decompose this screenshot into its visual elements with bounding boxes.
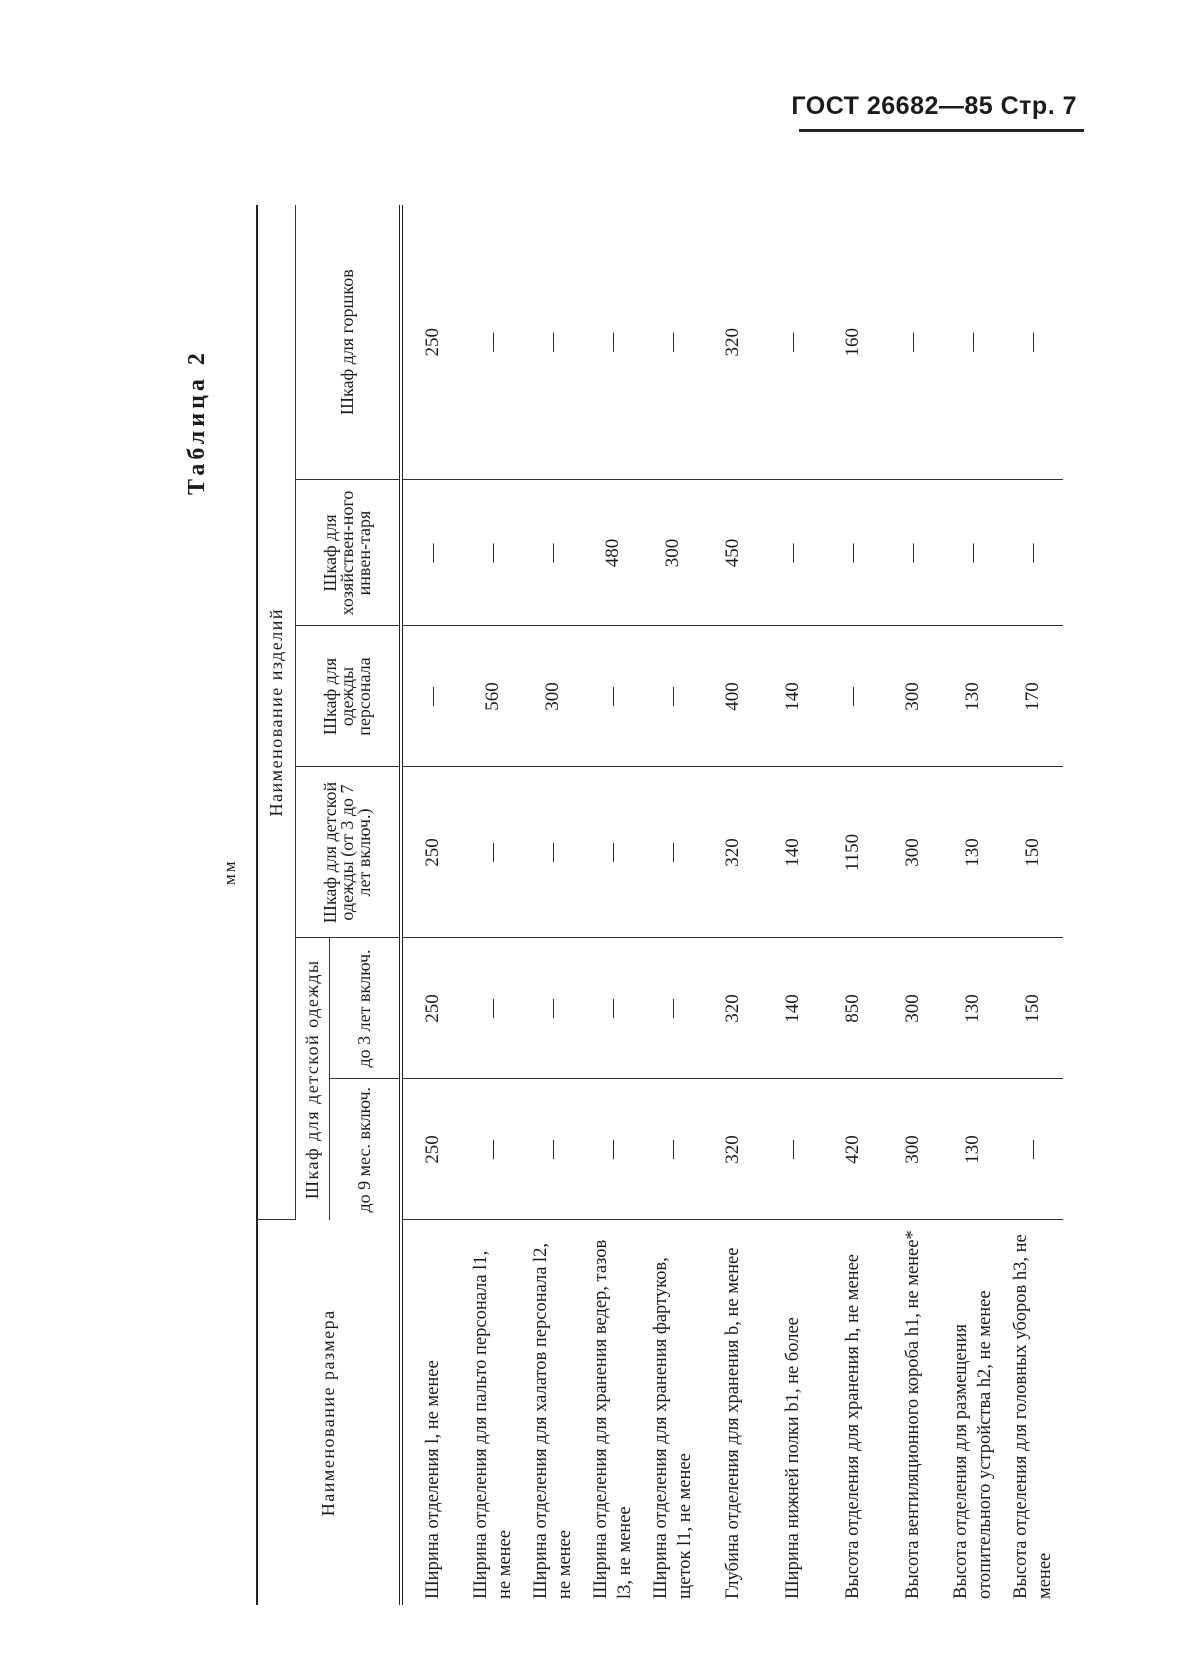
row-value: 480 [583,480,643,626]
row-value: 150 [1003,767,1063,938]
row-value: 300 [883,767,943,938]
row-parameter-name: Высота отделения для размещения отопительного устройства h2, не менее [951,1290,995,1599]
row-parameter-name: Ширина отделения для халатов персонала l2, не менее [531,1242,575,1599]
row-value: 300 [883,626,943,767]
row-value: 250 [401,1079,463,1220]
col-header-pots: Шкаф для горшков [295,205,401,480]
row-value: — [763,480,823,626]
row-parameter-name: Ширина отделения для хранения ведер, тазов l3, не менее [591,1239,635,1599]
row-value: — [1003,480,1063,626]
row-value: — [1003,205,1063,480]
col-header-household: Шкаф для хозяйствен-ного инвен-таря [295,480,401,626]
row-value: — [523,938,583,1079]
row-value: — [763,1079,823,1220]
row-value: — [523,480,583,626]
row-value: 300 [883,938,943,1079]
row-value: — [583,938,643,1079]
row-value: — [463,938,523,1079]
table-row [943,205,1003,1605]
row-value: — [823,480,883,626]
table-row [703,205,763,1605]
row-value: 400 [703,626,763,767]
col-header-products: Наименование изделий [257,205,295,1220]
row-value: — [823,626,883,767]
col-header-3-years: до 3 лет включ. [329,938,401,1079]
row-value: — [463,1079,523,1220]
table-row [643,205,703,1605]
row-value: 850 [823,938,883,1079]
row-parameter-name: Глубина отделения для хранения b, не менее [723,1247,743,1599]
row-value: 130 [943,767,1003,938]
table-row [401,205,463,1605]
row-value: 170 [1003,626,1063,767]
row-value: 300 [523,626,583,767]
table-row [463,205,523,1605]
row-value: — [643,1079,703,1220]
table-title: Таблица 2 [184,349,210,495]
table-row [1003,205,1063,1605]
row-value: — [463,767,523,938]
row-value: — [1003,1079,1063,1220]
col-header-3to7: Шкаф для детской одежды (от 3 до 7 лет включ.) [295,767,401,938]
row-value: — [523,205,583,480]
dimensions-table [256,205,1063,1605]
row-value: 300 [883,1079,943,1220]
table-row [583,205,643,1605]
row-value: 320 [703,767,763,938]
row-value: — [583,767,643,938]
row-value: 320 [703,1079,763,1220]
row-value: — [583,1079,643,1220]
row-value: — [643,205,703,480]
table-row [523,205,583,1605]
row-value: — [643,626,703,767]
row-parameter-name: Высота вентиляционного короба h1, не менее* [903,1230,923,1599]
row-value: — [463,205,523,480]
rotated-table-area [180,205,1187,1605]
row-value: 140 [763,938,823,1079]
row-value: 130 [943,938,1003,1079]
row-value: — [523,1079,583,1220]
row-value: 130 [943,1079,1003,1220]
col-header-staff: Шкаф для одежды персонала [295,626,401,767]
row-value: 450 [703,480,763,626]
row-value: 250 [401,205,463,480]
header-rule [799,129,1084,132]
row-value: 160 [823,205,883,480]
row-value: — [583,205,643,480]
row-value: — [401,626,463,767]
table-row [823,205,883,1605]
row-value: 320 [703,938,763,1079]
row-value: — [763,205,823,480]
row-value: — [943,205,1003,480]
row-value: 300 [643,480,703,626]
row-value: — [583,626,643,767]
row-parameter-name: Ширина отделения для хранения фартуков, щеток l1, не менее [651,1257,695,1599]
row-value: 140 [763,767,823,938]
row-parameter-name: Ширина отделения l, не менее [423,1360,443,1599]
row-value: — [643,938,703,1079]
row-value: — [523,767,583,938]
row-parameter-name: Ширина отделения для пальто персонала l1, не менее [471,1250,515,1599]
row-value: — [643,767,703,938]
row-value: 320 [703,205,763,480]
row-parameter-name: Высота отделения для хранения h, не менее [843,1254,863,1599]
table-row [883,205,943,1605]
row-value: — [463,480,523,626]
row-value: 150 [1003,938,1063,1079]
units-label: мм [220,859,239,885]
row-parameter-name: Высота отделения для головных уборов h3, не менее [1011,1234,1055,1599]
col-header-9-months: до 9 мес. включ. [329,1079,401,1220]
table-row [763,205,823,1605]
row-value: 250 [401,938,463,1079]
row-value: 140 [763,626,823,767]
row-value: — [883,480,943,626]
row-value: 420 [823,1079,883,1220]
row-value: 130 [943,626,1003,767]
row-value: — [943,480,1003,626]
row-value: — [401,480,463,626]
row-value: 560 [463,626,523,767]
row-value: 250 [401,767,463,938]
row-value: 1150 [823,767,883,938]
col-header-children-group: Шкаф для детской одежды [295,938,329,1220]
page-header: ГОСТ 26682—85 Стр. 7 [791,92,1077,120]
row-value: — [883,205,943,480]
row-parameter-name: Ширина нижней полки b1, не более [783,1317,803,1599]
col-header-param: Наименование размера [257,1220,401,1605]
